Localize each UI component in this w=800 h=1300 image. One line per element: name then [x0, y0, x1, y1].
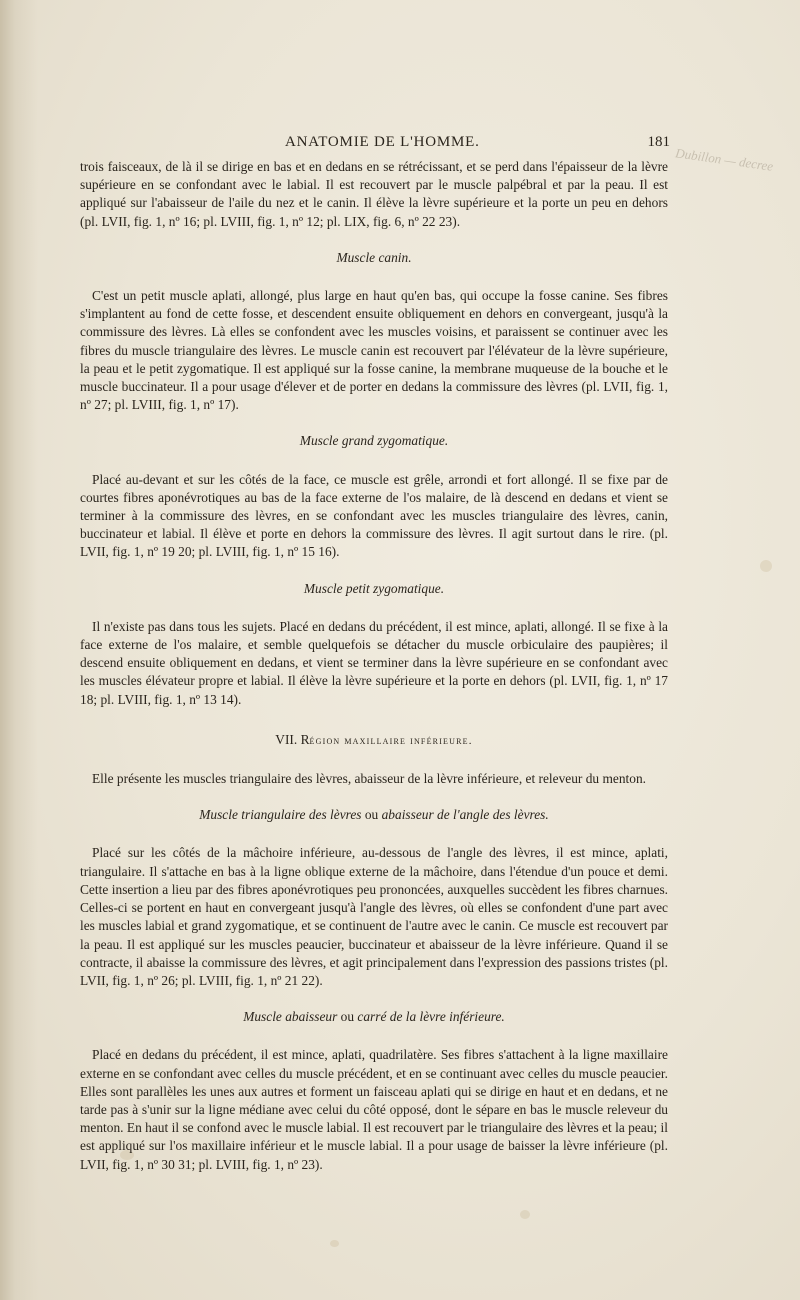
section-heading-petit-zygomatique: Muscle petit zygomatique. — [303, 580, 445, 596]
foxing-spot — [330, 1240, 339, 1247]
chapter-heading-region-maxillaire — [80, 731, 668, 750]
section-heading-triangulaire — [80, 806, 668, 824]
chapter-initial: R — [300, 731, 310, 747]
section-heading-abaisseur — [80, 1008, 668, 1026]
paragraph: Placé au-devant et sur les côtés de la face, ce muscle est grêle, arrondi et fort allongé. Il se fixe par de courtes fibres aponévrotiques au bas de la face externe de l'os malaire, de là descend en dedans et vient se terminer à la commissure des lèvres, en se confondant avec les muscles triangulaire des lèvres, canin, buccinateur et labial. Il élève et porte en dehors la commissure des lèvres. Il agit surtout dans le rire. (pl. LVII, fig. 1, nº 19 20; pl. LVIII, fig. 1, nº 15 16). — [80, 471, 668, 560]
foxing-spot — [760, 560, 772, 572]
paragraph: C'est un petit muscle aplati, allongé, plus large en haut qu'en bas, qui occupe la fosse canine. Ses fibres s'implantent au fond de cette fosse, et descendent ensuite obliquement en dehors en convergeant, jusqu'à la commissure des lèvres. Là elles se confondent avec les muscles voisins, et paraissent se continuer avec les fibres du muscle triangulaire des lèvres. Le muscle canin est recouvert par l'élévateur de la lèvre supérieure, la peau et le petit zygomatique. Il est appliqué sur la fosse canine, la membrane muqueuse de la bouche et le muscle buccinateur. Il a pour usage d'élever et de porter en dedans la commissure des lèvres (pl. LVII, fig. 1, nº 27; pl. LVIII, fig. 1, nº 17). — [80, 288, 668, 413]
running-title: ANATOMIE DE L'HOMME. — [285, 134, 480, 150]
page-number: 181 — [647, 134, 670, 150]
heading-part: Muscle abaisseur — [243, 1009, 338, 1025]
heading-part: abaisseur de l'angle des lèvres. — [381, 807, 549, 823]
page-header — [80, 134, 670, 154]
paragraph: Elle présente les muscles triangulaire des lèvres, abaisseur de la lèvre inférieure, et releveur du menton. — [92, 771, 646, 787]
heading-part: carré de la lèvre inférieure. — [357, 1009, 505, 1025]
page-gutter-shadow — [0, 0, 38, 1300]
heading-part: Muscle triangulaire des lèvres — [199, 807, 362, 823]
foxing-spot — [520, 1210, 530, 1219]
chapter-title: égion maxillaire inférieure. — [309, 734, 473, 747]
heading-conjunction: ou — [337, 1009, 358, 1025]
paragraph: Il n'existe pas dans tous les sujets. Placé en dedans du précédent, il est mince, aplati, allongé. Il se fixe à la face externe de l'os malaire, et semble quelquefois se détacher du muscle orbiculaire des paupières; il descend ensuite obliquement en dedans, et vient se terminer dans la lèvre supérieure en se confondant avec les muscles élévateur propre et labial. Il élève la lèvre supérieure et la porte en dehors (pl. LVII, fig. 1, nº 17 18; pl. LVIII, fig. 1, nº 13 14). — [80, 618, 668, 707]
chapter-number: VII. — [275, 731, 298, 747]
heading-conjunction: ou — [361, 807, 382, 823]
body-text — [80, 158, 668, 1174]
section-heading-grand-zygomatique: Muscle grand zygomatique. — [299, 433, 449, 449]
paragraph: Placé sur les côtés de la mâchoire inférieure, au-dessous de l'angle des lèvres, il est mince, aplati, triangulaire. Il s'attache en bas à la ligne oblique externe de la mâchoire, dans l'étendue d'un pouce et demi. Cette insertion a lieu par des fibres aponévrotiques peu prononcées, auxquelles succèdent les fibres charnues. Celles-ci se portent en haut en convergeant jusqu'à l'angle des lèvres, où elles se confondent d'une part avec les muscles labial et grand zygomatique, et se continuent de l'autre avec le canin. Ce muscle est recouvert par la peau. Il est appliqué sur les muscles peaucier, buccinateur et abaisseur de la lèvre inférieure. Quand il se contracte, il abaisse la commissure des lèvres, et agit principalement dans l'expression des passions tristes (pl. LVII, fig. 1, nº 26; pl. LVIII, fig. 1, nº 21 22). — [80, 845, 668, 988]
paragraph: Placé en dedans du précédent, il est mince, aplati, quadrilatère. Ses fibres s'attachent à la ligne maxillaire externe en se confondant avec celles du muscle précédent, et en se continuant avec celles du muscle peaucier. Elles sont parallèles les unes aux autres et forment un faisceau aplati qui se dirige en haut et en dedans, et ne tarde pas à s'unir sur la ligne médiane avec celui du côté opposé, dont le sépare en bas le muscle releveur du menton. En haut il se confond avec le muscle labial. Il est recouvert par le triangulaire des lèvres et la peau; il est appliqué sur l'os maxillaire inférieur et le muscle labial. Il a pour usage de baisser la lèvre inférieure (pl. LVII, fig. 1, nº 30 31; pl. LVIII, fig. 1, nº 23). — [80, 1047, 668, 1172]
section-heading-muscle-canin: Muscle canin. — [336, 249, 412, 265]
margin-handwriting: Dubillon — decree — [674, 145, 775, 174]
paragraph: trois faisceaux, de là il se dirige en bas et en dedans en se rétrécissant, et se perd dans l'épaisseur de la lèvre supérieure en se confondant avec le labial. Il est recouvert par le muscle palpébral et par la peau. Il est appliqué sur l'abaisseur de l'aile du nez et le canin. Il élève la lèvre supérieure et la porte un peu en dehors (pl. LVII, fig. 1, nº 16; pl. LVIII, fig. 1, nº 12; pl. LIX, fig. 6, nº 22 23). — [80, 159, 668, 229]
